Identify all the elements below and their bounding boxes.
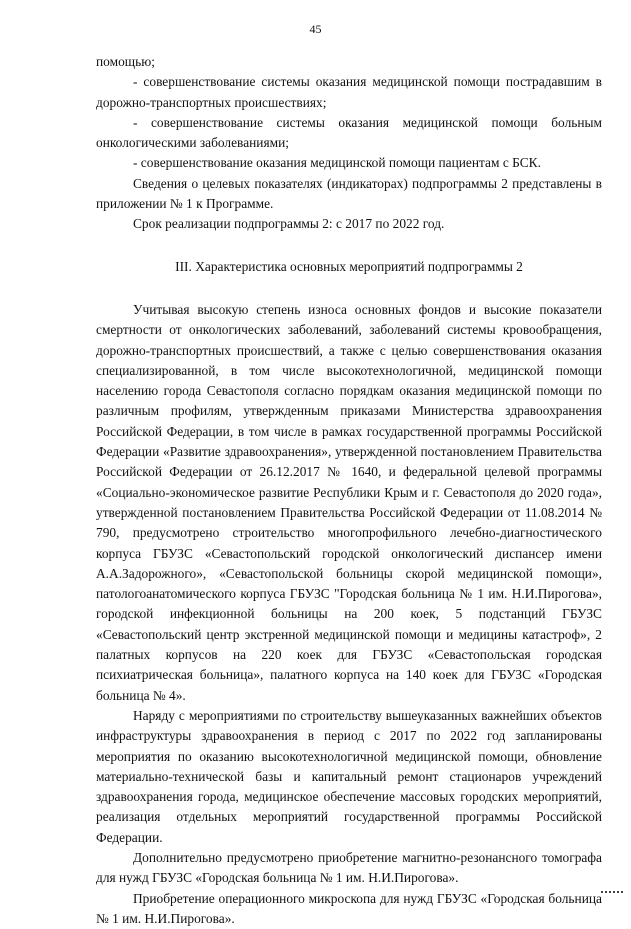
section-heading: III. Характеристика основных мероприятий подпрограммы 2 [175, 258, 523, 274]
intro-lead: помощью; [96, 54, 155, 69]
body-paragraph: Наряду с мероприятиями по строительству вышеуказанных важнейших объектов инфраструктуры здравоохранения в период с 2017 по 2022 год запланированы мероприятия по оказанию высокотехнологичной медицинской помощи, обновление материально-технической базы и капитальный ремонт стационаров учреждений здравоохранения города, медицинское обеспечение массовых городских мероприятий, реализация отдельных мероприятий государственной программы Российской Федерации. [96, 707, 602, 845]
document-body [96, 52, 602, 929]
indicators-paragraph: Сведения о целевых показателях (индикаторах) подпрограммы 2 представлены в приложении № 1 к Программе. [96, 175, 602, 212]
body-paragraph: Учитывая высокую степень износа основных фондов и высокие показатели смертности от онкологических заболеваний, заболеваний системы кровообращения, дорожно-транспортных происшествий, а также с целью совершенствования оказания специализированной, в том числе высокотехнологичной, медицинской помощи населению города Севастополя согласно порядкам оказания медицинской помощи по различным профилям, утвержденным приказами Министерства здравоохранения Российской Федерации, в том числе в рамках государственной программы Российской Федерации «Развитие здравоохранения», утвержденной постановлением Правительства Российской Федерации от 26.12.2017 № 1640, и федеральной целевой программы «Социально-экономическое развитие Республики Крым и г. Севастополя до 2020 года», утвержденной постановлением Правительства Российской Федерации от 11.08.2014 № 790, предусмотрено строительство многопрофильного лечебно-диагностического корпуса ГБУЗС «Севастопольский городской онкологический диспансер имени А.А.Задорожного», «Севастопольской больницы скорой медицинской помощи», патологоанатомического корпуса ГБУЗС "Городская больница № 1 им. Н.И.Пирогова», городской инфекционной больницы на 200 коек, 5 подстанций ГБУЗС «Севастопольский центр экстренной медицинской помощи и медицины катастроф», 2 палатных корпусов на 220 коек для ГБУЗС «Севастопольская городская психиатрическая больница», палатного корпуса на 140 коек для ГБУЗС «Городская больница № 4». [96, 301, 602, 703]
body-paragraph: Приобретение операционного микроскопа для нужд ГБУЗС «Городская больница № 1 им. Н.И.Пирогова». [96, 890, 602, 926]
bullet-item: - совершенствование оказания медицинской помощи пациентам с БСК. [133, 155, 541, 171]
scan-edge-mark [601, 891, 623, 899]
body-paragraph: Дополнительно предусмотрено приобретение магнитно-резонансного томографа для нужд ГБУЗС «Городская больница № 1 им. Н.И.Пирогова». [96, 849, 602, 886]
page-number: 45 [309, 22, 322, 36]
bullet-item: - совершенствование системы оказания медицинской помощи больным онкологическими заболеваниями; [96, 114, 602, 151]
term-paragraph: Срок реализации подпрограммы 2: с 2017 по 2022 год. [133, 216, 445, 232]
bullet-item: - совершенствование системы оказания медицинской помощи пострадавшим в дорожно-транспортных происшествиях; [96, 74, 602, 110]
